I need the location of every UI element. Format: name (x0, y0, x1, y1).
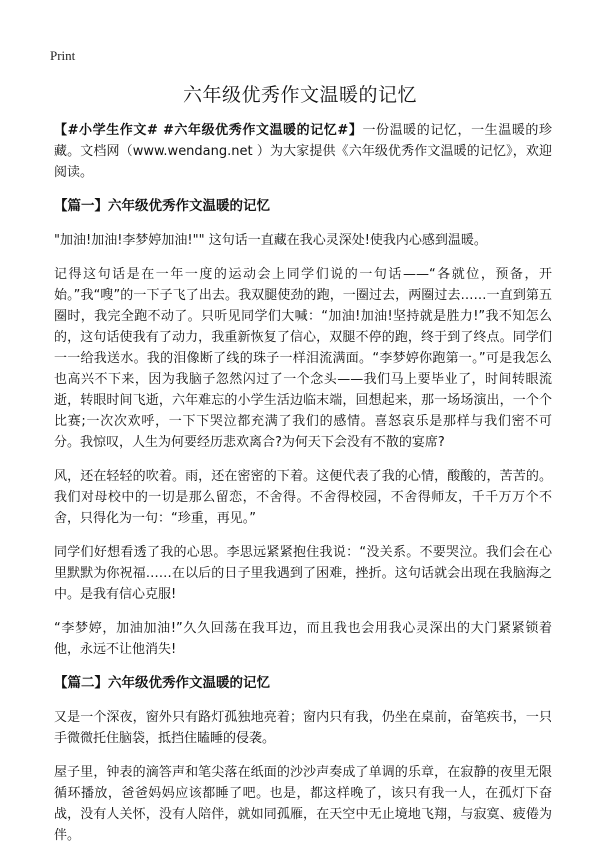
section-1-paragraph-2: 记得这句话是在一年一度的运动会上同学们说的一句话——“各就位，预备，开始。”我“嗖”的一下子飞了出去。我双腿使劲的跑，一圈过去，两圈过去……一直到第五圈时，我完全跑不动了。只听见同学们大喊：“加油!加油!坚持就是胜力!”我不知怎么的，这句话使我有了动力，我重新恢复了信心，双腿不停的跑，终于到了终点。同学们一一给我送水。我的泪像断了线的珠子一样泪流满面。“李梦婷你跑第一。”可是我怎么也高兴不下来，因为我脑子忽然闪过了一个念头——我们马上要毕业了，时间转眼流逝，转眼时间飞逝，六年难忘的小学生活边临末端，回想起来，那一场场演出，一个个比赛;一次次欢呼，一下下哭泣都充满了我们的感情。喜怒哀乐是那样与我们密不可分。我惊叹，人生为何要经历悲欢离合?为何天下会没有不散的宴席? (54, 267, 552, 450)
section-2-paragraph-1: 又是一个深夜，窗外只有路灯孤独地亮着；窗内只有我，仍坐在桌前，奋笔疾书，一只手微微托住脑袋，抵挡住瞌睡的侵袭。 (54, 710, 552, 746)
intro-paragraph (54, 120, 552, 183)
section-1-paragraph-4: 同学们好想看透了我的心思。李思远紧紧抱住我说：“没关系。不要哭泣。我们会在心里默默为你祝福……在以后的日子里我遇到了困难，挫折。这句话就会出现在我脑海之中。是我有信心克服! (54, 545, 552, 602)
print-link[interactable]: Print (50, 48, 76, 63)
intro-text: 一份温暖的记忆，一生温暖的珍藏。文档网（www.wendang.net ）为大家提供《六年级优秀作文温暖的记忆》，欢迎阅读。 (54, 123, 552, 180)
section-1-paragraph-5: “李梦婷，加油加油!”久久回荡在我耳边，而且我也会用我心灵深出的大门紧紧锁着他，永远不让他消失! (54, 621, 552, 657)
section-2-paragraph-2: 屋子里，钟表的滴答声和笔尖落在纸面的沙沙声奏成了单调的乐章，在寂静的夜里无限循环播放，爸爸妈妈应该都睡了吧。也是，都这样晚了，该只有我一人，在孤灯下奋战，没有人关怀，没有人陪伴，就如同孤雁，在天空中无止境地飞翔，与寂寞、疲倦为伴。 (54, 765, 552, 843)
section-1-paragraph-3: 风，还在轻轻的吹着。雨，还在密密的下着。这便代表了我的心情，酸酸的，苦苦的。我们对母校中的一切是那么留恋，不舍得。不舍得校园，不舍得师友，千千万万个不舍，只得化为一句：“珍重，再见。” (54, 469, 552, 526)
section-1-paragraph-1: "加油!加油!李梦婷加油!"" 这句话一直藏在我心灵深处!使我内心感到温暖。 (54, 233, 487, 248)
article-body (54, 120, 552, 859)
intro-tag: 【#小学生作文# #六年级优秀作文温暖的记忆#】 (54, 123, 363, 138)
section-1-heading: 【篇一】六年级优秀作文温暖的记忆 (54, 198, 270, 214)
section-2-heading: 【篇二】六年级优秀作文温暖的记忆 (54, 675, 270, 691)
page-title: 六年级优秀作文温暖的记忆 (182, 84, 417, 106)
